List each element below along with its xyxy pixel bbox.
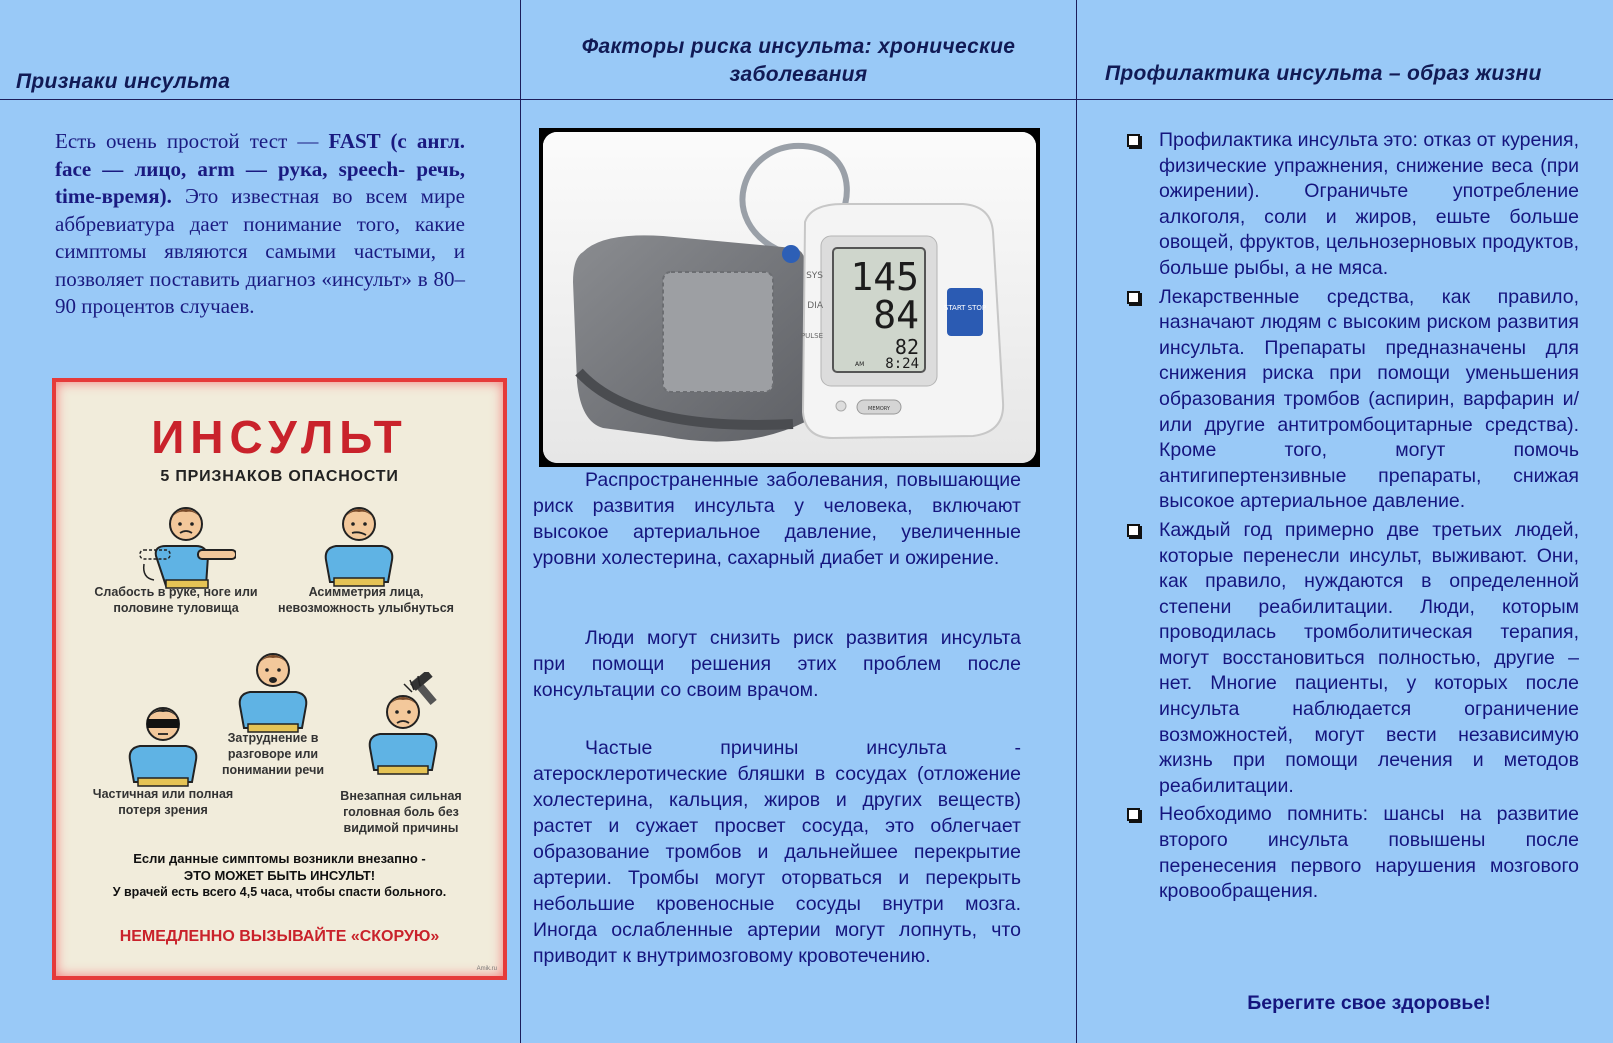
checkbox-bullet-icon [1127, 134, 1140, 147]
sign-caption: Асимметрия лица, невозможность улыбнуться [278, 585, 454, 615]
footer-note: Берегите свое здоровье! [1247, 992, 1491, 1014]
start-stop-button [947, 288, 983, 336]
dia-value: 84 [873, 293, 919, 337]
warning-line: Если данные симптомы возникли внезапно - [133, 851, 426, 866]
column-header [1077, 0, 1613, 100]
checkbox-bullet-icon [1127, 524, 1140, 537]
poster-subtitle: 5 ПРИЗНАКОВ ОПАСНОСТИ [160, 468, 399, 485]
list-item: Лекарственные средства, как правило, назначают людям с высоким риском развития инсульта. Препараты предназначены для снижения риска при помощи уменьшения образования тромбов (аспирин, варфарин и/или другие антитромбоцитарные средства). Кроме того, могут помочь антигипертензивные препараты, снижая высокое артериальное давление. [1127, 285, 1579, 515]
face-asymmetry-icon [314, 494, 404, 594]
warning-line: ЭТО МОЖЕТ БЫТЬ ИНСУЛЬТ! [183, 868, 376, 883]
list-item: Каждый год примерно две третьих людей, которые перенесли инсульт, выживают. Они, как правило, нуждаются в определенной степени реабилитации. Люди, которым проводилась тромболитическая терапия, могут восстановиться полностью, другие – нет. Многие пациенты, у которых после инсульта наблюдается ограничение возможностей, могут вести независимую жизнь при помощи лечения и методов реабилитации. [1127, 518, 1579, 800]
column-risk-factors [520, 0, 1076, 1043]
dia-label: DIA [807, 301, 823, 311]
paragraph-diseases: Распространенные заболевания, повышающие риск развития инсульта у человека, включают высокое артериальное давление, увеличенные уровни холестерина, сахарный диабет и ожирение. [533, 469, 1021, 569]
column-prevention [1076, 0, 1613, 1043]
column-header [0, 0, 520, 100]
blood-pressure-monitor-photo [539, 128, 1040, 467]
fast-definition: FAST (с англ. face — лицо, arm — рука, speech- речь, time-время). [55, 129, 466, 208]
am-label: AM [855, 361, 865, 368]
headache-icon [358, 672, 458, 782]
warning-line: У врачей есть всего 4,5 часа, чтобы спасти больного. [112, 885, 447, 899]
checkbox-bullet-icon [1127, 808, 1140, 821]
sign-caption: Затруднение в разговоре или понимании речи [221, 731, 325, 777]
prevention-list [1127, 128, 1579, 908]
column-title: Профилактика инсульта – образ жизни [1105, 62, 1542, 85]
poster-title: ИНСУЛЬТ [151, 411, 408, 463]
start-stop-label: START STOP [943, 304, 987, 312]
column-title: Признаки инсульта [16, 70, 231, 93]
sign-caption: Слабость в руке, ноге или половине туловища [94, 585, 258, 615]
poster-brand: Amik.ru [476, 966, 497, 972]
blood-pressure-monitor-icon [543, 132, 1036, 463]
time-value: 8:24 [885, 356, 919, 372]
arm-weakness-icon [136, 494, 236, 594]
column-signs [0, 0, 520, 1043]
fast-intro: Есть очень простой тест — FAST (с англ. face — лицо, arm — рука, speech- речь, time-время). Это известная во всем мире аббревиатура дает понимание того, какие симптомы являются самыми частыми, и позволяет поставить диагноз «инсульт» в 80–90 процентов случаев. [55, 129, 466, 318]
list-item: Необходимо помнить: шансы на развитие второго инсульта повышены после перенесения первого нарушения мозгового кровообращения. [1127, 802, 1579, 904]
stroke-poster [52, 378, 507, 980]
sys-label: SYS [806, 271, 823, 281]
column-title: Факторы риска инсульта: хронические заболевания [581, 35, 1016, 86]
sign-caption: Внезапная сильная головная боль без видимой причины [340, 789, 462, 835]
pulse-value: 82 [894, 335, 919, 359]
column-header [521, 0, 1076, 100]
paragraph-causes: Частые причины инсульта - атеросклеротические бляшки в сосудах (отложение холестерина, кальция, жиров и других веществ) растет и сужает просвет сосуда, это облегчает образование тромбов и дальнейшее перекрытие артерии. Тромбы могут оторваться и перекрыть небольшие кровеносные сосуды внутри мозга. Иногда ослабленные артерии могут лопнуть, что приводит к внутримозговому кровотечению. [533, 737, 1021, 967]
memory-label: MEMORY [868, 406, 890, 412]
sys-value: 145 [850, 255, 919, 299]
vision-loss-icon [118, 694, 208, 794]
paragraph-reduce-risk: Люди могут снизить риск развития инсульта при помощи решения этих проблем после консультации со своим врачом. [533, 627, 1021, 701]
sign-caption: Частичная или полная потеря зрения [92, 787, 234, 817]
pulse-label: PULSE [800, 332, 823, 340]
call-ambulance: НЕМЕДЛЕННО ВЫЗЫВАЙТЕ «СКОРУЮ» [119, 928, 440, 945]
checkbox-bullet-icon [1127, 291, 1140, 304]
list-item: Профилактика инсульта это: отказ от курения, физические упражнения, снижение веса (при ожирении). Ограничьте употребление алкоголя, соли и жиров, ешьте больше овощей, фруктов, цельнозерновых продуктов, больше рыбы, а не мяса. [1127, 128, 1579, 282]
speech-difficulty-icon [228, 640, 318, 740]
